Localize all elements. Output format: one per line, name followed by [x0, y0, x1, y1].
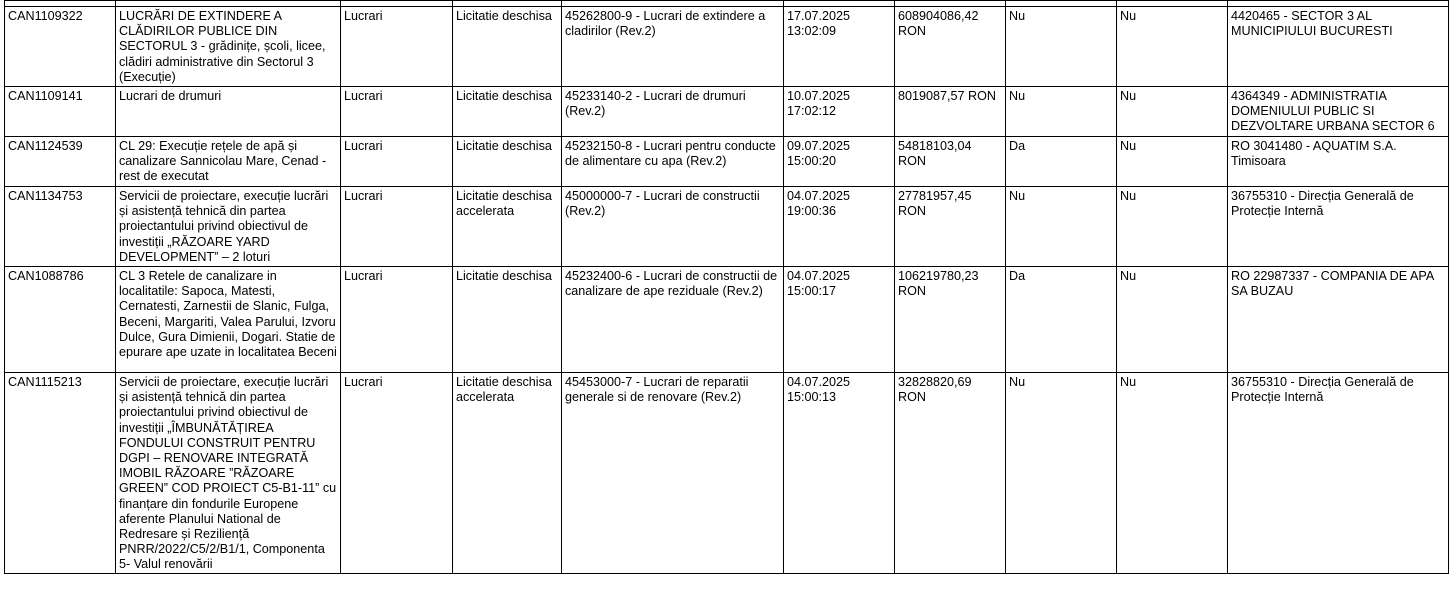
table-row — [5, 87, 1449, 137]
procedure-cell: Licitatie deschisa — [453, 87, 562, 137]
cpv-code-cell: 45232150-8 - Lucrari pentru conducte de alimentare cu apa (Rev.2) — [562, 137, 784, 187]
flag-1-cell: Nu — [1006, 87, 1117, 137]
contracting-authority-cell: 36755310 - Direcția Generală de Protecție Internă — [1228, 373, 1449, 574]
contracting-authority-cell: RO 22987337 - COMPANIA DE APA SA BUZAU — [1228, 267, 1449, 373]
flag-2-cell: Nu — [1117, 187, 1228, 267]
cpv-code-cell: 45233140-2 - Lucrari de drumuri (Rev.2) — [562, 87, 784, 137]
publication-date-cell: 10.07.2025 17:02:12 — [784, 87, 895, 137]
flag-2-cell: Nu — [1117, 137, 1228, 187]
estimated-value-cell: 608904086,42 RON — [895, 7, 1006, 87]
flag-1-cell: Nu — [1006, 373, 1117, 574]
publication-date-cell: 09.07.2025 15:00:20 — [784, 137, 895, 187]
contract-name-cell: CL 29: Execuție rețele de apă și canalizare Sannicolau Mare, Cenad - rest de executat — [116, 137, 341, 187]
publication-date-cell: 17.07.2025 13:02:09 — [784, 7, 895, 87]
cpv-code-cell: 45232400-6 - Lucrari de constructii de canalizare de ape reziduale (Rev.2) — [562, 267, 784, 373]
contracting-authority-cell: 4420465 - SECTOR 3 AL MUNICIPIULUI BUCURESTI — [1228, 7, 1449, 87]
table-row — [5, 187, 1449, 267]
flag-2-cell: Nu — [1117, 7, 1228, 87]
flag-1-cell: Da — [1006, 137, 1117, 187]
flag-1-cell: Nu — [1006, 187, 1117, 267]
cpv-code-cell: 45000000-7 - Lucrari de constructii (Rev.2) — [562, 187, 784, 267]
flag-2-cell: Nu — [1117, 87, 1228, 137]
publication-date-cell: 04.07.2025 19:00:36 — [784, 187, 895, 267]
contract-name-cell: Servicii de proiectare, execuție lucrări și asistență tehnică din partea proiectantului privind obiectivul de investiții „RĂZOARE YARD DEVELOPMENT” – 2 loturi — [116, 187, 341, 267]
contract-name-cell: Lucrari de drumuri — [116, 87, 341, 137]
contracting-authority-cell: RO 3041480 - AQUATIM S.A. Timisoara — [1228, 137, 1449, 187]
contract-type-cell: Lucrari — [341, 187, 453, 267]
procedure-cell: Licitatie deschisa — [453, 7, 562, 87]
notice-id-cell: CAN1109141 — [5, 87, 116, 137]
notice-id-cell: CAN1115213 — [5, 373, 116, 574]
notice-id-cell: CAN1124539 — [5, 137, 116, 187]
procurement-results-table — [4, 0, 1449, 574]
contract-type-cell: Lucrari — [341, 373, 453, 574]
estimated-value-cell: 32828820,69 RON — [895, 373, 1006, 574]
contract-type-cell: Lucrari — [341, 267, 453, 373]
publication-date-cell: 04.07.2025 15:00:17 — [784, 267, 895, 373]
notice-id-cell: CAN1134753 — [5, 187, 116, 267]
estimated-value-cell: 8019087,57 RON — [895, 87, 1006, 137]
cpv-code-cell: 45262800-9 - Lucrari de extindere a cladirilor (Rev.2) — [562, 7, 784, 87]
estimated-value-cell: 106219780,23 RON — [895, 267, 1006, 373]
procedure-cell: Licitatie deschisa accelerata — [453, 373, 562, 574]
contract-type-cell: Lucrari — [341, 137, 453, 187]
table-row — [5, 137, 1449, 187]
cpv-code-cell: 45453000-7 - Lucrari de reparatii generale si de renovare (Rev.2) — [562, 373, 784, 574]
table-row — [5, 373, 1449, 574]
flag-1-cell: Da — [1006, 267, 1117, 373]
contract-type-cell: Lucrari — [341, 7, 453, 87]
contract-name-cell: LUCRĂRI DE EXTINDERE A CLĂDIRILOR PUBLICE DIN SECTORUL 3 - grădinițe, școli, licee, clădiri administrative din Sectorul 3 (Execuție) — [116, 7, 341, 87]
procurement-results-table-container — [4, 0, 1448, 574]
estimated-value-cell: 27781957,45 RON — [895, 187, 1006, 267]
flag-2-cell: Nu — [1117, 373, 1228, 574]
notice-id-cell: CAN1109322 — [5, 7, 116, 87]
contracting-authority-cell: 4364349 - ADMINISTRATIA DOMENIULUI PUBLIC SI DEZVOLTARE URBANA SECTOR 6 — [1228, 87, 1449, 137]
flag-1-cell: Nu — [1006, 7, 1117, 87]
contract-name-cell: Servicii de proiectare, execuție lucrări și asistență tehnică din partea proiectantului privind obiectivul de investiții „ÎMBUNĂTĂȚIREA FONDULUI CONSTRUIT PENTRU DGPI – RENOVARE INTEGRATĂ IMOBIL RĂZOARE ”RĂZOARE GREEN” COD PROIECT C5-B1-11” cu finanțare din fondurile Europene aferente Planului National de Redresare și Reziliență PNRR/2022/C5/2/B1/1, Componenta 5- Valul renovării — [116, 373, 341, 574]
contract-type-cell: Lucrari — [341, 87, 453, 137]
procedure-cell: Licitatie deschisa — [453, 267, 562, 373]
notice-id-cell: CAN1088786 — [5, 267, 116, 373]
estimated-value-cell: 54818103,04 RON — [895, 137, 1006, 187]
procedure-cell: Licitatie deschisa accelerata — [453, 187, 562, 267]
contract-name-cell: CL 3 Retele de canalizare in localitatile: Sapoca, Matesti, Cernatesti, Zarnestii de Slanic, Fulga, Beceni, Margariti, Valea Parului, Izvoru Dulce, Gura Dimienii, Dogari. Statie de epurare ape uzate in localitatea Beceni — [116, 267, 341, 373]
table-row — [5, 267, 1449, 373]
publication-date-cell: 04.07.2025 15:00:13 — [784, 373, 895, 574]
table-row — [5, 7, 1449, 87]
flag-2-cell: Nu — [1117, 267, 1228, 373]
procedure-cell: Licitatie deschisa — [453, 137, 562, 187]
contracting-authority-cell: 36755310 - Direcția Generală de Protecție Internă — [1228, 187, 1449, 267]
